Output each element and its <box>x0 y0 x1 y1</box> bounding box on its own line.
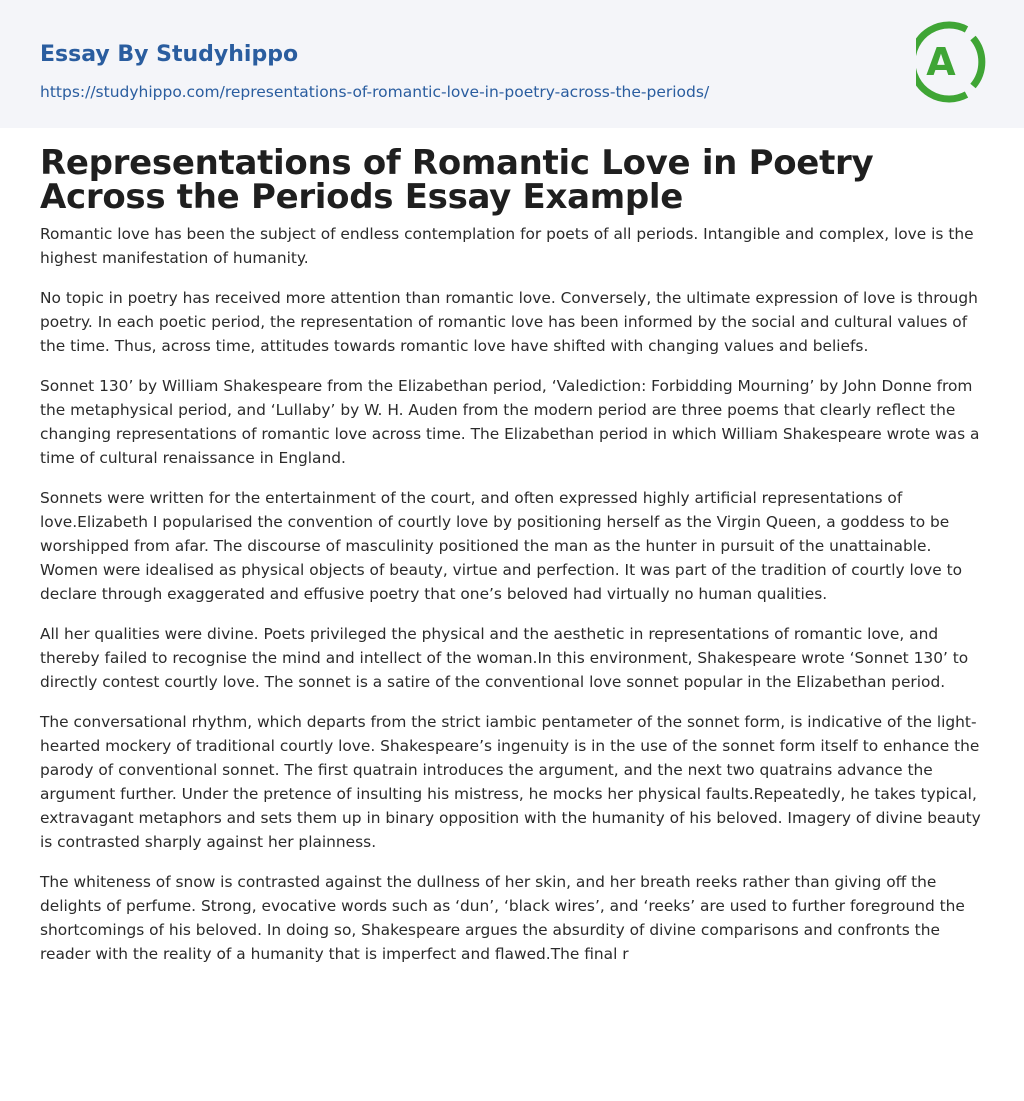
essay-paragraph: No topic in poetry has received more attention than romantic love. Conversely, the ultimate expression of love is through poetry. In each poetic period, the representation of romantic love has been informed by the social and cultural values of the time. Thus, across time, attitudes towards romantic love have shifted with changing values and beliefs. <box>40 289 978 355</box>
essay-paragraph: Romantic love has been the subject of endless contemplation for poets of all periods. Intangible and complex, love is the highest manifestation of humanity. <box>40 225 974 267</box>
studyhippo-logo-icon[interactable] <box>916 18 986 106</box>
essay-paragraph: All her qualities were divine. Poets privileged the physical and the aesthetic in representations of romantic love, and thereby failed to recognise the mind and intellect of the woman.In this environment, Shakespeare wrote ‘Sonnet 130’ to directly contest courtly love. The sonnet is a satire of the conventional love sonnet popular in the Elizabethan period. <box>40 625 969 691</box>
page-title: Representations of Romantic Love in Poetry Across the Periods Essay Example <box>40 143 874 217</box>
essay-body <box>40 222 984 966</box>
source-url-link[interactable]: https://studyhippo.com/representations-of-romantic-love-in-poetry-across-the-periods/ <box>40 83 710 101</box>
essay-paragraph: Sonnet 130’ by William Shakespeare from the Elizabethan period, ‘Valediction: Forbidding Mourning’ by John Donne from the metaphysical period, and ‘Lullaby’ by W. H. Auden from the modern period are three poems that clearly reflect the changing representations of romantic love across time. The Elizabethan period in which William Shakespeare wrote was a time of cultural renaissance in England. <box>40 377 980 467</box>
essay-paragraph: Sonnets were written for the entertainment of the court, and often expressed highly artificial representations of love.Elizabeth I popularised the convention of courtly love by positioning herself as the Virgin Queen, a goddess to be worshipped from afar. The discourse of masculinity positioned the man as the hunter in pursuit of the unattainable. Women were idealised as physical objects of beauty, virtue and perfection. It was part of the tradition of courtly love to declare through exaggerated and effusive poetry that one’s beloved had virtually no human qualities. <box>40 489 963 603</box>
site-header <box>0 0 1024 128</box>
essay-paragraph: The whiteness of snow is contrasted against the dullness of her skin, and her breath reeks rather than giving off the delights of perfume. Strong, evocative words such as ‘dun’, ‘black wires’, and ‘reeks’ are used to further foreground the shortcomings of his beloved. In doing so, Shakespeare argues the absurdity of divine comparisons and confronts the reader with the reality of a humanity that is imperfect and flawed.The final r <box>40 873 965 963</box>
logo-letter: A <box>926 40 956 84</box>
site-title[interactable]: Essay By Studyhippo <box>40 42 299 67</box>
essay-content <box>0 128 1024 966</box>
essay-paragraph: The conversational rhythm, which departs from the strict iambic pentameter of the sonnet form, is indicative of the light-hearted mockery of traditional courtly love. Shakespeare’s ingenuity is in the use of the sonnet form itself to enhance the parody of conventional sonnet. The first quatrain introduces the argument, and the next two quatrains advance the argument further. Under the pretence of insulting his mistress, he mocks her physical faults.Repeatedly, he takes typical, extravagant metaphors and sets them up in binary opposition with the humanity of his beloved. Imagery of divine beauty is contrasted sharply against her plainness. <box>40 713 981 851</box>
